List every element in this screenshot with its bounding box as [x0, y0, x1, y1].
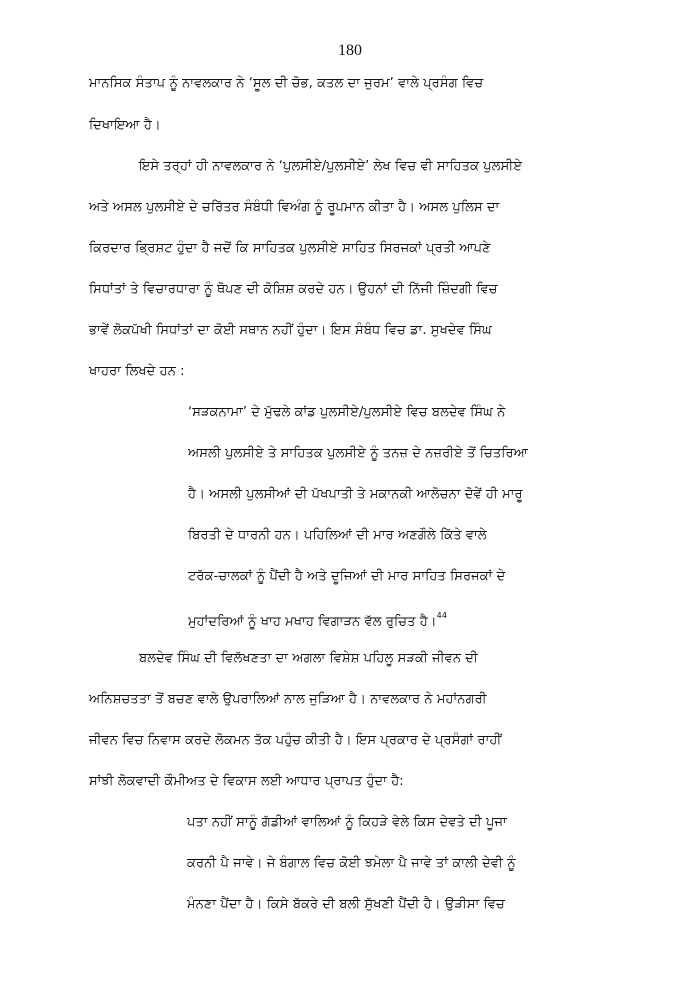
paragraph-3-line: ਸਾਂਝੀ ਲੋਕਵਾਦੀ ਕੌਮੀਅਤ ਦੇ ਵਿਕਾਸ ਲਈ ਆਧਾਰ ਪ੍ਰਾਪਤ ਹੁੰਦਾ ਹੈ:	[89, 774, 404, 789]
paragraph-2-line: ਇਸੇ ਤਰ੍ਹਾਂ ਹੀ ਨਾਵਲਕਾਰ ਨੇ ‘ਪੁਲਸੀਏ/ਪੁਲਸੀਏ’ ਲੇਖ ਵਿਚ ਵੀ ਸਾਹਿਤਕ ਪੁਲਸੀਏ	[139, 159, 523, 174]
footnote-marker: 44	[436, 611, 448, 620]
quote-1-line: ਟਰੱਕ-ਚਾਲਕਾਂ ਨੂੰ ਪੈਂਦੀ ਹੈ ਅਤੇ ਦੂਜਿਆਂ ਦੀ ਮਾਰ ਸਾਹਿਤ ਸਿਰਜਕਾਂ ਦੇ	[188, 569, 506, 584]
quote-1-line: ਬਿਰਤੀ ਦੇ ਧਾਰਨੀ ਹਨ। ਪਹਿਲਿਆਂ ਦੀ ਮਾਰ ਅਣਗੌਲੇ ਕਿੱਤੇ ਵਾਲੇ	[188, 528, 487, 543]
paragraph-2-line: ਕਿਰਦਾਰ ਭ੍ਰਿਸ਼ਟ ਹੁੰਦਾ ਹੈ ਜਦੋਂ ਕਿ ਸਾਹਿਤਕ ਪੁਲਸੀਏ ਸਾਹਿਤ ਸਿਰਜਕਾਂ ਪ੍ਰਤੀ ਆਪਣੇ	[89, 241, 491, 256]
quote-1-last-line	[188, 609, 447, 631]
paragraph-2-line: ਸਿਧਾਂਤਾਂ ਤੇ ਵਿਚਾਰਧਾਰਾ ਨੂੰ ਥੋਪਣ ਦੀ ਕੋਸ਼ਿਸ਼ ਕਰਦੇ ਹਨ। ਉਹਨਾਂ ਦੀ ਨਿੱਜੀ ਜ਼ਿੰਦਗੀ ਵਿਚ	[89, 282, 498, 297]
paragraph-2-line: ਭਾਵੇਂ ਲੋਕਪੱਖੀ ਸਿਧਾਂਤਾਂ ਦਾ ਕੋਈ ਸਥਾਨ ਨਹੀਂ ਹੁੰਦਾ। ਇਸ ਸੰਬੰਧ ਵਿਚ ਡਾ. ਸੁਖਦੇਵ ਸਿੰਘ	[89, 323, 492, 338]
quote-1-line: ਹੈ। ਅਸਲੀ ਪੁਲਸੀਆਂ ਦੀ ਪੱਖਪਾਤੀ ਤੇ ਮਕਾਨਕੀ ਆਲੋਚਨਾ ਦੋਵੇਂ ਹੀ ਮਾਰੂ	[188, 487, 523, 502]
paragraph-3-line: ਅਨਿਸ਼ਚਤਤਾ ਤੋਂ ਬਚਣ ਵਾਲੇ ਉਪਰਾਲਿਆਂ ਨਾਲ ਜੁੜਿਆ ਹੈ। ਨਾਵਲਕਾਰ ਨੇ ਮਹਾਂਨਗਰੀ	[89, 692, 487, 707]
quote-2-line: ਪਤਾ ਨਹੀਂ ਸਾਨੂੰ ਗੱਡੀਆਂ ਵਾਲਿਆਂ ਨੂੰ ਕਿਹੜੇ ਵੇਲੇ ਕਿਸ ਦੇਵਤੇ ਦੀ ਪੂਜਾ	[187, 815, 507, 830]
paragraph-3-line: ਬਲਦੇਵ ਸਿੰਘ ਦੀ ਵਿਲੱਖਣਤਾ ਦਾ ਅਗਲਾ ਵਿਸ਼ੇਸ਼ ਪਹਿਲੂ ਸੜਕੀ ਜੀਵਨ ਦੀ	[139, 651, 478, 666]
paragraph-2-line: ਖਾਹਰਾ ਲਿਖਦੇ ਹਨ :	[89, 364, 185, 379]
paragraph-1-line: ਦਿਖਾਇਆ ਹੈ।	[89, 118, 161, 133]
quote-2-line: ਕਰਨੀ ਪੈ ਜਾਵੇ। ਜੇ ਬੰਗਾਲ ਵਿਚ ਕੋਈ ਝਮੇਲਾ ਪੈ ਜਾਵੇ ਤਾਂ ਕਾਲੀ ਦੇਵੀ ਨੂੰ	[187, 856, 516, 871]
page-number: 180	[338, 42, 362, 59]
paragraph-1-line: ਮਾਨਸਿਕ ਸੰਤਾਪ ਨੂੰ ਨਾਵਲਕਾਰ ਨੇ ‘ਸੂਲ ਦੀ ਚੋਭ, ਕਤਲ ਦਾ ਜੁਰਮ’ ਵਾਲੇ ਪ੍ਰਸੰਗ ਵਿਚ	[89, 76, 484, 91]
paragraph-3-line: ਜੀਵਨ ਵਿਚ ਨਿਵਾਸ ਕਰਦੇ ਲੋਕਮਨ ਤੱਕ ਪਹੁੰਚ ਕੀਤੀ ਹੈ। ਇਸ ਪ੍ਰਕਾਰ ਦੇ ਪ੍ਰਸੰਗਾਂ ਰਾਹੀਂ	[89, 733, 502, 748]
quote-1-line: ‘ਸੜਕਨਾਮਾ’ ਦੇ ਮੁੱਢਲੇ ਕਾਂਡ ਪੁਲਸੀਏ/ਪੁਲਸੀਏ ਵਿਚ ਬਲਦੇਵ ਸਿੰਘ ਨੇ	[188, 405, 506, 420]
paragraph-2-line: ਅਤੇ ਅਸਲ ਪੁਲਸੀਏ ਦੇ ਚਰਿੱਤਰ ਸੰਬੰਧੀ ਵਿਅੰਗ ਨੂੰ ਰੂਪਮਾਨ ਕੀਤਾ ਹੈ। ਅਸਲ ਪੁਲਿਸ ਦਾ	[89, 200, 500, 215]
quote-2-line: ਮੰਨਣਾ ਪੈਂਦਾ ਹੈ। ਕਿਸੇ ਬੱਕਰੇ ਦੀ ਬਲੀ ਸੁੱਖਣੀ ਪੈਂਦੀ ਹੈ। ਉੜੀਸਾ ਵਿਚ	[187, 897, 505, 912]
quote-1-text: ਮੁਹਾਂਦਰਿਆਂ ਨੂੰ ਖਾਹ ਮਖਾਹ ਵਿਗਾੜਨ ਵੱਲ ਰੁਚਿਤ ਹੈ।	[188, 614, 437, 630]
quote-1-line: ਅਸਲੀ ਪੁਲਸੀਏ ਤੇ ਸਾਹਿਤਕ ਪੁਲਸੀਏ ਨੂੰ ਤਨਜ਼ ਦੇ ਨਜ਼ਰੀਏ ਤੋਂ ਚਿਤਰਿਆ	[188, 446, 528, 461]
